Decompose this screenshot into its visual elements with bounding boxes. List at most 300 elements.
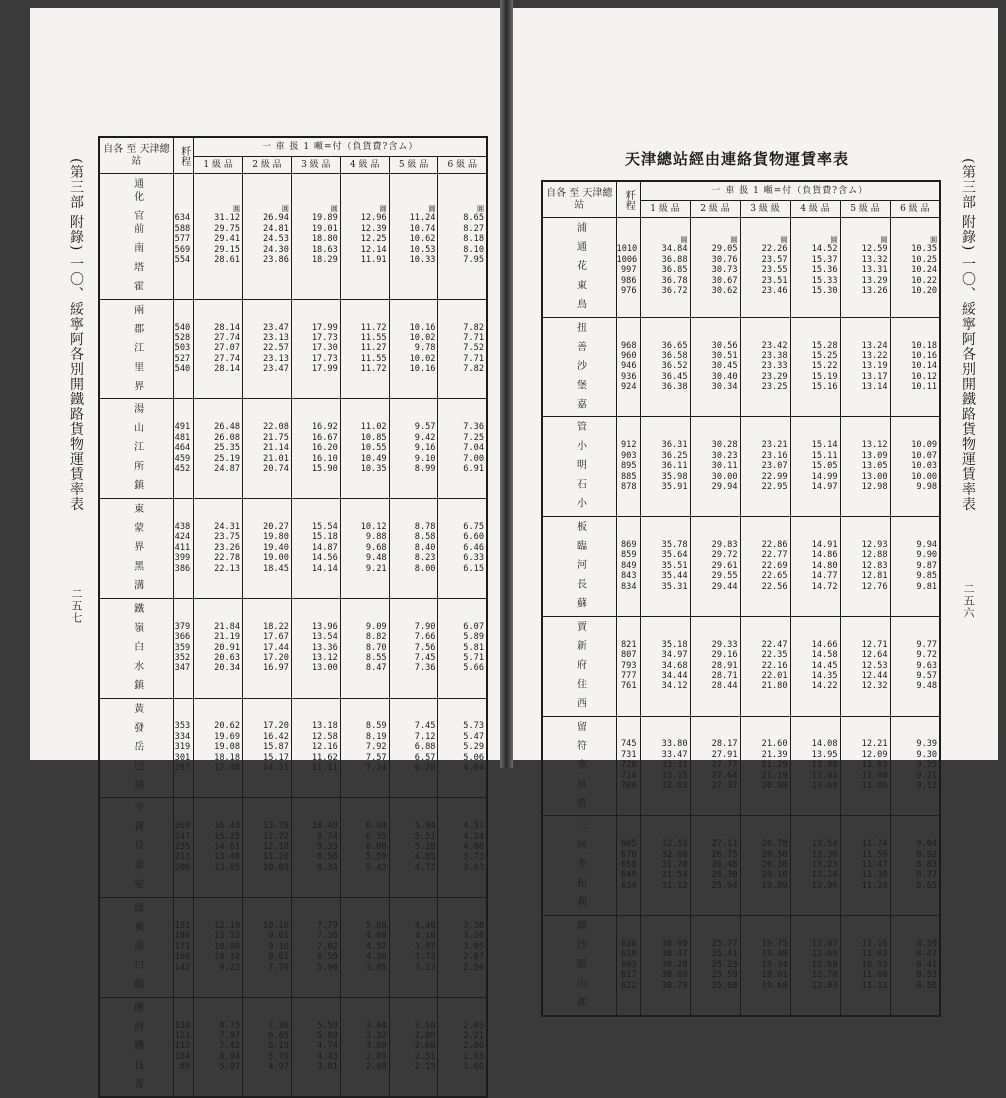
rate-value: 9.68: [365, 542, 387, 553]
distance-value: 577: [174, 234, 191, 245]
rate-value: 7.79: [317, 920, 338, 931]
rate-value: 3.73: [463, 852, 484, 863]
rate-cell: [640, 716, 690, 816]
distance-value: 700: [620, 781, 637, 792]
rate-value: 9.23: [219, 962, 241, 973]
rate-value: 8.61: [268, 952, 289, 963]
distance-value: 287: [174, 763, 191, 774]
distance-value: 424: [174, 532, 191, 543]
rate-cell: [243, 499, 292, 599]
rate-value: 35.64: [661, 550, 688, 561]
distance-value: 895: [620, 461, 637, 472]
distance-value: 610: [620, 949, 637, 960]
rate-value: 17.67: [263, 632, 289, 643]
rate-value: 12.39: [360, 223, 387, 234]
rate-value: 8.82: [365, 632, 387, 643]
rate-value: 30.62: [711, 285, 738, 296]
rate-value: 9.42: [414, 432, 436, 443]
rate-value: 14.35: [811, 670, 838, 681]
rate-cell: [690, 716, 740, 816]
rate-value: 15.36: [811, 265, 838, 276]
station-names: 東 蒙 界 黑 溝: [99, 499, 173, 599]
rate-value: 27.11: [711, 839, 738, 850]
distance-value: 821: [620, 639, 637, 650]
rate-cell: [438, 499, 487, 599]
rate-value: 30.34: [711, 382, 738, 393]
distance-cell: [173, 174, 193, 300]
rate-value: 3.81: [317, 1062, 338, 1073]
rate-value: 14.97: [811, 481, 838, 492]
rate-value: 23.16: [761, 450, 788, 461]
rate-value: 18.22: [263, 621, 289, 632]
rate-value: 8.58: [317, 852, 338, 863]
rate-value: 20.74: [263, 463, 289, 474]
distance-value: 588: [174, 223, 191, 234]
rate-value: 23.47: [263, 364, 289, 375]
rate-value: 8.41: [916, 959, 938, 970]
distance-value: 527: [174, 353, 191, 364]
rate-value: 29.41: [214, 234, 241, 245]
rate-value: 9.16: [268, 941, 289, 952]
rate-value: 13.70: [263, 821, 289, 832]
rate-value: 13.32: [861, 254, 888, 265]
rate-cell: [291, 997, 340, 1097]
distance-value: 411: [174, 542, 191, 553]
rate-value: 14.87: [311, 542, 338, 553]
rate-cell: [389, 898, 438, 998]
rate-value: 10.35: [911, 244, 938, 255]
rate-value: 4.57: [365, 941, 387, 952]
rate-value: 11.08: [861, 970, 888, 981]
rate-value: 11.27: [360, 343, 387, 354]
rate-value: 15.18: [311, 532, 338, 543]
distance-value: 997: [620, 265, 637, 276]
rate-value: 10.02: [409, 353, 436, 364]
rate-value: 28.71: [711, 670, 738, 681]
rate-value: 18.29: [311, 254, 338, 265]
rate-value: 35.98: [661, 471, 688, 482]
rate-value: 36.85: [661, 265, 688, 276]
rate-value: 3.33: [414, 962, 436, 973]
rate-cell: [194, 299, 243, 399]
rate-value: 21.19: [761, 770, 788, 781]
distance-value: 728: [620, 760, 637, 771]
rate-value: 13.19: [861, 361, 888, 372]
rate-value: 15.14: [811, 440, 838, 451]
station-names: 磚 府 鐵 良 菁: [99, 997, 173, 1097]
table-row-group: [99, 174, 487, 300]
rate-value: 9.48: [916, 681, 938, 692]
distance-cell: [616, 916, 640, 1016]
rate-value: 18.63: [311, 244, 338, 255]
rate-value: 35.91: [661, 481, 688, 492]
rate-band-header: 一 車 扱 1 噸=付（負貨費?含ム）: [194, 137, 487, 157]
rate-value: 6.84: [365, 821, 387, 832]
rate-value: 15.28: [811, 340, 838, 351]
distance-value: 104: [174, 1051, 191, 1062]
rate-cell: [340, 399, 389, 499]
rate-cell: [438, 598, 487, 698]
distance-value: 353: [174, 721, 191, 732]
station-names: 板 臨 河 長 蘇: [542, 517, 616, 617]
station-names: 平 賣 貝 泰 安: [99, 798, 173, 898]
rate-value: 7.71: [463, 353, 484, 364]
unit-label: 圓: [477, 205, 484, 214]
rate-value: 20.27: [263, 522, 289, 532]
rate-cell: [690, 317, 740, 417]
rate-value: 27.07: [214, 343, 241, 354]
rate-value: 5.28: [414, 841, 436, 852]
table-row-group: [542, 816, 940, 916]
rate-value: 4.06: [463, 841, 484, 852]
table-row-group: [99, 898, 487, 998]
rate-value: 23.57: [761, 254, 788, 265]
rate-value: 27.37: [711, 781, 738, 792]
rate-cell: [890, 916, 940, 1016]
rate-value: 14.91: [811, 540, 838, 550]
rate-value: 7.36: [317, 931, 338, 942]
corner-header: 自各 至 天津總站: [542, 181, 616, 218]
rate-value: 6.08: [365, 841, 387, 852]
rate-value: 7.42: [219, 1041, 241, 1052]
rate-value: 10.25: [911, 254, 938, 265]
rate-value: 9.61: [268, 931, 289, 942]
rate-cell: [291, 174, 340, 300]
rate-value: 27.77: [711, 760, 738, 771]
distance-value: 554: [174, 254, 191, 265]
rate-cell: [340, 698, 389, 798]
rate-value: 5.97: [219, 1062, 241, 1073]
rate-value: 10.22: [911, 275, 938, 286]
rate-value: 29.55: [711, 571, 738, 582]
rate-value: 12.18: [263, 841, 289, 852]
rate-value: 10.11: [911, 382, 938, 393]
rate-value: 2.15: [414, 1062, 436, 1073]
rate-value: 13.36: [311, 642, 338, 653]
rate-value: 6.75: [463, 522, 484, 532]
unit-label: 圓: [281, 205, 289, 214]
rate-value: 24.87: [214, 463, 241, 474]
distance-value: 960: [620, 350, 637, 361]
rate-value: 13.05: [214, 862, 241, 873]
distance-value: 206: [174, 862, 191, 873]
rate-cell: [790, 517, 840, 617]
rate-value: 3.05: [463, 941, 484, 952]
rate-value: 27.91: [711, 749, 738, 760]
rate-value: 8.59: [365, 721, 387, 732]
rate-value: 28.17: [711, 739, 738, 750]
rate-value: 13.36: [811, 849, 838, 860]
rate-cell: [194, 698, 243, 798]
rate-value: 22.47: [761, 639, 788, 650]
rate-value: 20.50: [761, 849, 788, 860]
unit-label: 圓: [930, 236, 938, 245]
rate-value: 17.40: [214, 763, 241, 774]
rate-cell: [790, 616, 840, 716]
rate-value: 7.04: [463, 443, 484, 454]
rate-value: 10.85: [360, 432, 387, 443]
rate-cell: [243, 997, 292, 1097]
tariff-table: [541, 180, 941, 1017]
grade-header: 3 級 級: [740, 201, 790, 218]
rate-value: 31.54: [661, 870, 688, 881]
rate-value: 20.34: [214, 663, 241, 674]
distance-cell: [173, 898, 193, 998]
rate-value: 12.14: [360, 244, 387, 255]
rate-value: 15.16: [811, 382, 838, 393]
rate-value: 35.18: [661, 639, 688, 650]
table-row-group: [542, 916, 940, 1016]
book-gutter: [500, 0, 513, 768]
rate-value: 3.97: [414, 941, 436, 952]
rate-value: 12.44: [861, 670, 888, 681]
table-row-group: [542, 616, 940, 716]
rate-value: 8.59: [916, 938, 938, 949]
rate-value: 12.32: [861, 681, 888, 692]
distance-header: 粁程: [173, 137, 193, 174]
distance-value: 912: [620, 440, 637, 451]
rate-value: 5.09: [317, 1031, 338, 1041]
rate-value: 11.72: [360, 364, 387, 375]
page-number: 二五六: [962, 583, 975, 619]
distance-value: 1006: [616, 254, 638, 265]
rate-value: 12.71: [861, 639, 888, 650]
rate-value: 25.94: [711, 880, 738, 891]
rate-value: 8.40: [414, 542, 436, 553]
rate-value: 10.53: [409, 244, 436, 255]
rate-value: 22.95: [761, 481, 788, 492]
rate-value: 7.00: [463, 453, 484, 464]
rate-value: 19.34: [761, 959, 788, 970]
grade-header: 3 級 品: [291, 157, 340, 174]
rate-value: 31.12: [661, 880, 688, 891]
rate-value: 19.61: [761, 970, 788, 981]
rate-value: 9.25: [916, 760, 938, 771]
rate-value: 10.12: [360, 522, 387, 532]
distance-value: 235: [174, 841, 191, 852]
rate-value: 23.75: [214, 532, 241, 543]
distance-value: 859: [620, 550, 637, 561]
rate-cell: [740, 517, 790, 617]
distance-value: 634: [620, 880, 637, 891]
rate-cell: [194, 399, 243, 499]
rate-value: 4.43: [317, 1051, 338, 1062]
rate-value: 12.96: [811, 880, 838, 891]
rate-value: 17.20: [263, 652, 289, 663]
station-names: 扭 善 沙 堡 嘉: [542, 317, 616, 417]
rate-value: 8.53: [916, 970, 938, 981]
rate-value: 30.45: [711, 361, 738, 372]
rate-value: 11.98: [861, 770, 888, 781]
rate-value: 3.32: [365, 1031, 387, 1041]
distance-value: 685: [620, 839, 637, 850]
rate-cell: [840, 218, 890, 318]
rate-value: 22.69: [761, 560, 788, 571]
rate-value: 8.47: [365, 663, 387, 674]
rate-value: 7.82: [463, 364, 484, 375]
rate-cell: [340, 174, 389, 300]
rate-cell: [340, 499, 389, 599]
rate-value: 13.54: [311, 632, 338, 643]
rate-value: 35.51: [661, 560, 688, 571]
rate-value: 25.68: [711, 980, 738, 991]
rate-cell: [243, 898, 292, 998]
rate-value: 23.25: [761, 382, 788, 393]
distance-cell: [616, 816, 640, 916]
rate-value: 21.39: [761, 749, 788, 760]
rate-value: 14.61: [214, 841, 241, 852]
rate-value: 9.72: [916, 650, 938, 661]
rate-value: 19.80: [263, 532, 289, 543]
rate-cell: [291, 399, 340, 499]
distance-value: 134: [174, 1020, 191, 1031]
rate-value: 6.60: [463, 532, 484, 543]
rate-value: 12.98: [861, 481, 888, 492]
rate-value: 21.84: [214, 621, 241, 632]
rate-value: 1.93: [463, 1051, 484, 1062]
distance-value: 269: [174, 821, 191, 832]
rate-value: 17.99: [311, 322, 338, 333]
rate-value: 32.51: [661, 839, 688, 850]
rate-cell: [790, 317, 840, 417]
rate-value: 13.26: [861, 285, 888, 296]
rate-cell: [840, 716, 890, 816]
rate-value: 16.97: [263, 663, 289, 674]
rate-value: 10.55: [360, 443, 387, 454]
distance-value: 347: [174, 663, 191, 674]
rate-value: 36.58: [661, 350, 688, 361]
rate-cell: [790, 916, 840, 1016]
rate-value: 19.08: [214, 742, 241, 753]
rate-value: 17.73: [311, 332, 338, 343]
rate-value: 13.12: [861, 440, 888, 451]
rate-value: 13.96: [311, 621, 338, 632]
distance-value: 777: [620, 670, 637, 681]
rate-value: 22.13: [214, 563, 241, 574]
rate-value: 7.52: [463, 343, 484, 354]
rate-value: 5.08: [365, 920, 387, 931]
rate-cell: [438, 997, 487, 1097]
rate-value: 12.78: [811, 970, 838, 981]
rate-value: 30.69: [661, 970, 688, 981]
rate-value: 26.08: [214, 432, 241, 443]
rate-value: 9.57: [916, 670, 938, 681]
rate-value: 7.57: [365, 752, 387, 763]
rate-value: 10.03: [911, 461, 938, 472]
grade-header: 5 級 品: [389, 157, 438, 174]
rate-value: 20.98: [761, 781, 788, 792]
rate-value: 13.17: [861, 371, 888, 382]
distance-value: 247: [174, 831, 191, 842]
rate-cell: [291, 299, 340, 399]
rate-cell: [840, 317, 890, 417]
rate-value: 15.87: [263, 742, 289, 753]
rate-value: 6.33: [463, 553, 484, 564]
unit-label: 圓: [233, 205, 241, 214]
rate-value: 23.33: [761, 361, 788, 372]
rate-cell: [690, 916, 740, 1016]
rate-value: 8.19: [365, 731, 387, 742]
rate-value: 15.22: [811, 361, 838, 372]
table-row-group: [99, 399, 487, 499]
distance-value: 319: [174, 742, 191, 753]
rate-value: 8.99: [414, 463, 436, 474]
station-names: 浦 通 花 東 鳥: [542, 218, 616, 318]
rate-cell: [890, 816, 940, 916]
rate-value: 5.81: [463, 642, 484, 653]
rate-value: 6.57: [414, 752, 436, 763]
table-row-group: [99, 598, 487, 698]
rate-value: 30.11: [711, 461, 738, 472]
rate-cell: [243, 399, 292, 499]
rate-cell: [740, 317, 790, 417]
rate-value: 10.24: [911, 265, 938, 276]
rate-value: 24.30: [263, 244, 289, 255]
distance-value: 503: [174, 343, 191, 354]
rate-value: 11.59: [861, 849, 888, 860]
grade-header: 6 級 品: [890, 201, 940, 218]
rate-value: 7.02: [317, 941, 338, 952]
station-names: 賈 新 府 住 西: [542, 616, 616, 716]
rate-value: 14.52: [811, 244, 838, 255]
rate-value: 4.16: [414, 931, 436, 942]
unit-label: 圓: [379, 205, 387, 214]
distance-cell: [616, 317, 640, 417]
rate-value: 28.61: [214, 254, 241, 265]
rate-value: 16.10: [311, 453, 338, 464]
distance-value: 903: [620, 450, 637, 461]
rate-value: 22.99: [761, 471, 788, 482]
corner-header: 自各 至 天津總站: [99, 137, 173, 174]
rate-value: 32.08: [661, 849, 688, 860]
rate-value: 8.55: [365, 652, 387, 663]
rate-cell: [438, 299, 487, 399]
table-row-group: [542, 417, 940, 517]
rate-value: 26.94: [263, 213, 289, 224]
rate-value: 13.23: [811, 859, 838, 870]
rate-cell: [389, 499, 438, 599]
rate-value: 15.90: [311, 463, 338, 474]
rate-value: 7.97: [219, 1031, 241, 1041]
rate-value: 7.12: [414, 731, 436, 742]
rate-value: 2.51: [414, 1051, 436, 1062]
rate-value: 10.02: [409, 332, 436, 343]
rate-value: 9.77: [916, 639, 938, 650]
rate-value: 4.30: [365, 952, 387, 963]
rate-cell: [890, 317, 940, 417]
rate-value: 29.05: [711, 244, 738, 255]
rate-value: 12.64: [861, 650, 888, 661]
distance-value: 849: [620, 560, 637, 571]
rate-value: 7.66: [414, 632, 436, 643]
rate-value: 10.07: [911, 450, 938, 461]
rate-value: 13.00: [311, 663, 338, 674]
distance-value: 670: [620, 849, 637, 860]
rate-value: 30.67: [711, 275, 738, 286]
rate-value: 30.73: [711, 265, 738, 276]
rate-value: 27.74: [214, 332, 241, 343]
rate-value: 34.97: [661, 650, 688, 661]
distance-header: 粁程: [616, 181, 640, 218]
unit-label: 圓: [730, 236, 738, 245]
rate-value: 4.24: [463, 831, 484, 842]
rate-cell: [438, 174, 487, 300]
rate-value: 33.80: [661, 739, 688, 750]
rate-value: 11.47: [861, 859, 888, 870]
table-row-group: [542, 517, 940, 617]
rate-value: 27.74: [214, 353, 241, 364]
distance-cell: [616, 417, 640, 517]
